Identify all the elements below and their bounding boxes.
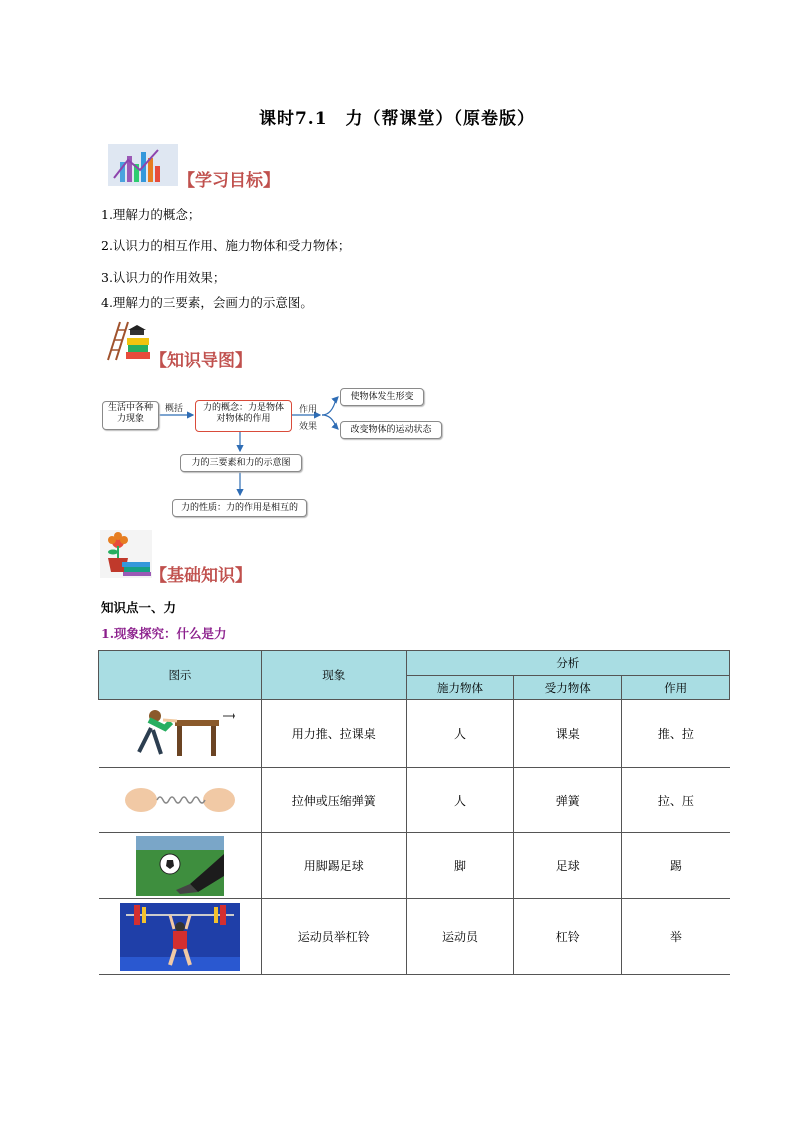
- objective-item: 4.理解力的三要素，会画力的示意图。: [101, 295, 313, 310]
- exerter-cell: 人: [406, 768, 514, 833]
- figure-cell: [99, 833, 262, 899]
- mindmap-source-line: 力现象: [116, 414, 144, 424]
- action-cell: 推、拉: [622, 700, 730, 768]
- mindmap-effect-label: 效果: [299, 422, 318, 432]
- ladder-books-icon: [102, 320, 152, 362]
- phenomenon-cell: 拉伸或压缩弹簧: [261, 768, 406, 833]
- header-action: 作用: [622, 676, 730, 700]
- foot-kicking-ball-image: [136, 836, 224, 896]
- table-row: [99, 899, 730, 975]
- mindmap-effect-box: 使物体发生形变: [340, 388, 424, 406]
- page-title: 课时7.1 力（帮课堂）（原卷版）: [258, 109, 536, 129]
- mindmap-effect-box: 改变物体的运动状态: [340, 421, 442, 439]
- knowledge-point-heading: 知识点一、力: [101, 600, 177, 615]
- flower-pot-icon: [100, 530, 152, 578]
- phenomenon-cell: 运动员举杠铃: [261, 899, 406, 975]
- mindmap-source-box: [102, 401, 159, 430]
- objective-item: 2.认识力的相互作用、施力物体和受力物体；: [101, 238, 351, 253]
- exerter-cell: 人: [406, 700, 514, 768]
- mindmap-nature-box: 力的性质：力的作用是相互的: [172, 499, 307, 517]
- figure-cell: [99, 768, 262, 833]
- section-goals-title: 【学习目标】: [178, 171, 280, 191]
- hands-spring-image: [125, 780, 235, 820]
- mindmap-arrow-label: 概括: [165, 404, 184, 414]
- table-row: [99, 700, 730, 768]
- exerter-cell: 运动员: [406, 899, 514, 975]
- books-chart-icon: [108, 144, 178, 186]
- receiver-cell: 课桌: [514, 700, 622, 768]
- header-phenomenon: 现象: [261, 651, 406, 700]
- mindmap-source-line: 生活中各种: [107, 403, 153, 413]
- person-pushing-desk-image: [125, 706, 235, 762]
- mindmap-concept-line: 对物体的作用: [216, 414, 271, 424]
- weightlifter-image: [120, 903, 240, 971]
- table-row: [99, 768, 730, 833]
- header-analysis: 分析: [406, 651, 729, 676]
- mindmap-concept-box: [195, 400, 292, 432]
- phenomenon-cell: 用脚踢足球: [261, 833, 406, 899]
- objective-item: 1.理解力的概念；: [101, 207, 201, 222]
- section-basics-title: 【基础知识】: [150, 566, 252, 586]
- figure-cell: [99, 700, 262, 768]
- header-figure: 图示: [99, 651, 262, 700]
- header-exerter: 施力物体: [406, 676, 514, 700]
- figure-cell: [99, 899, 262, 975]
- phenomenon-table: [98, 650, 730, 975]
- action-cell: 踢: [622, 833, 730, 899]
- action-cell: 拉、压: [622, 768, 730, 833]
- header-receiver: 受力物体: [514, 676, 622, 700]
- mindmap-effect-label: 作用: [299, 405, 318, 415]
- objective-item: 3.认识力的作用效果；: [101, 270, 226, 285]
- phenomenon-cell: 用力推、拉课桌: [261, 700, 406, 768]
- receiver-cell: 杠铃: [514, 899, 622, 975]
- subheading: 1.现象探究：什么是力: [101, 626, 227, 641]
- exerter-cell: 脚: [406, 833, 514, 899]
- mindmap-concept-line: 力的概念：力是物体: [202, 403, 284, 413]
- section-map-title: 【知识导图】: [150, 351, 252, 371]
- knowledge-mindmap: [100, 385, 450, 520]
- receiver-cell: 足球: [514, 833, 622, 899]
- mindmap-three-box: 力的三要素和力的示意图: [180, 454, 302, 472]
- receiver-cell: 弹簧: [514, 768, 622, 833]
- action-cell: 举: [622, 899, 730, 975]
- table-row: [99, 833, 730, 899]
